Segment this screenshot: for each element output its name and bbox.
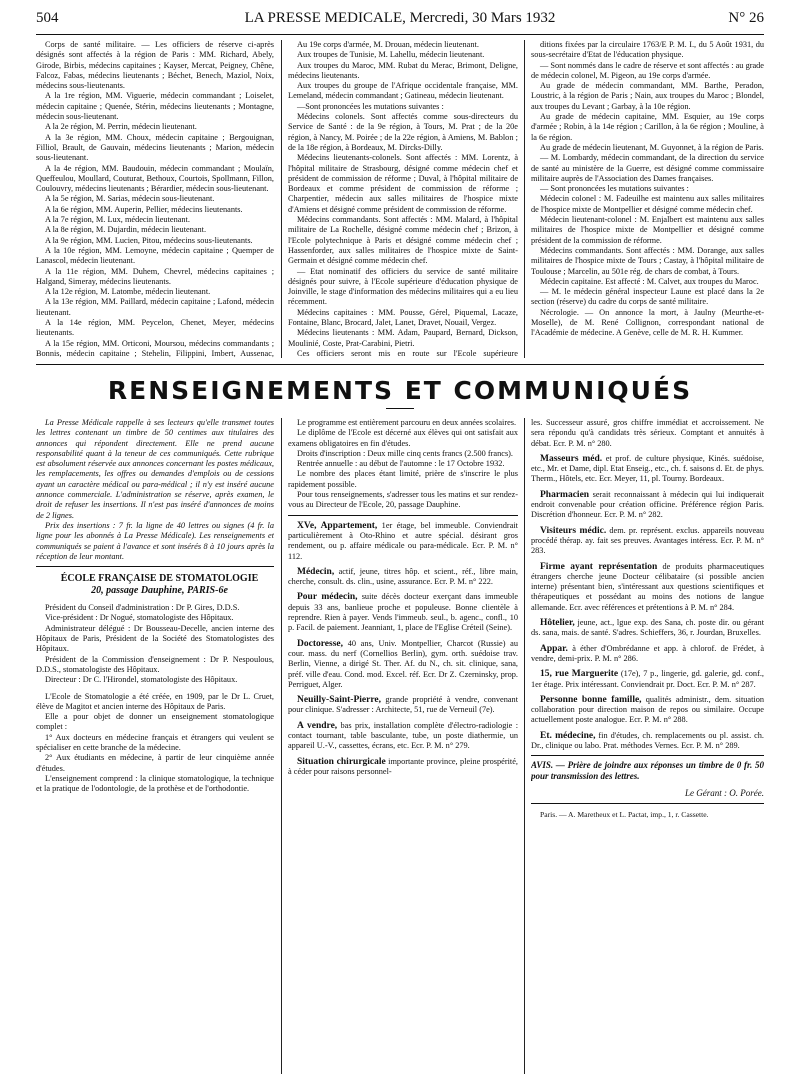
- school-paragraph: Elle a pour objet de donner un enseignement stomatologique complet :: [36, 712, 274, 732]
- staff-entry: Directeur : Dr C. l'Hirondel, stomatologiste des Hôpitaux.: [45, 675, 238, 685]
- school-paragraph: Le nombre des places étant limité, prière de s'inscrire le plus rapidement possible.: [288, 469, 518, 489]
- ad-heading: Firme ayant représentation: [540, 561, 658, 572]
- prices-text: Prix des insertions : 7 fr. la ligne de 40 lettres ou signes (4 fr. la ligne pour les abonnés à La Presse Médicale). Les renseignements et communiqués se paient à l'avance et sont insérés 8 à 10 jours après la réception de leur montant.: [36, 520, 274, 561]
- notice-paragraph: A la 1re région, MM. Viguerie, médecin commandant ; Loiselet, médecin capitaine ; Quenée, Stérin, médecins lieutenants ; Montagne, médecin sous-lieutenant.: [36, 91, 274, 122]
- notice-paragraph: A la 3e région, MM. Choux, médecin capitaine ; Bergouignan, Filliol, Brault, de Gauvain, médecins lieutenants ; Marion, médecin sous-lieutenant.: [36, 132, 274, 163]
- ad-text: bas prix, installation complète d'électro-radiologie : contact tournant, table basculante, tube, un poste diathermie, un appareil U.-V., cassettes, écrans, etc. Ecr. P. M. n° 279.: [288, 720, 518, 751]
- divider: [531, 803, 764, 804]
- ad-heading: Doctoresse,: [297, 638, 343, 649]
- classified-ads-2: [288, 521, 518, 778]
- ad-heading: A vendre,: [297, 720, 338, 731]
- ad-text: 1er étage, bel immeuble. Conviendrait particulièrement à Oto-Rhino et autre spécial. désirant gros rendement, ou p. affaire médicale ou para-médicale. Ecr. P. M. n° 112.: [288, 520, 518, 561]
- ad-text: importante province, pleine prospérité, à céder pour raisons personnel-: [288, 756, 518, 776]
- ad-heading: XVe, Appartement,: [297, 520, 378, 531]
- notice-paragraph: A la 8e région, M. Dujardin, médecin lieutenant.: [45, 225, 207, 235]
- divider: [531, 755, 764, 756]
- ad-heading: Neuilly-Saint-Pierre,: [297, 695, 381, 706]
- title-dash: [386, 408, 414, 409]
- ad-text: actif, jeune, titres hôp. et scient., réf., libre main, cherche, consult. ds. clin., usine, assurance. Ecr. P. M. n° 222.: [288, 566, 518, 587]
- school-paragraph: Le programme est entièrement parcouru en deux années scolaires.: [297, 418, 517, 427]
- staff-entry: Président de la Commission d'enseignement : Dr P. Nespoulous, D.D.S., stomatologiste des Hôpitaux.: [36, 654, 274, 674]
- notice-paragraph: Aux troupes de Tunisie, M. Lahellu, médecin lieutenant.: [297, 50, 485, 60]
- classified-ad: [531, 562, 764, 613]
- notice-paragraph: Ces officiers seront mis en route sur l'Ecole supérieure: [297, 348, 518, 358]
- notice-paragraph: Corps de santé militaire. — Les officiers de réserve ci-après désignés sont affectés à la région de Paris : MM. Richard, Abely, Girode, Birbis, médecins capitaines ; Kayser, Mercat, Peigney, Chêne, Falcoz, Fabas, médecins lieutenants ; Béchet, Benech, Maziol, Noix, médecins sous-lieutenants.: [36, 40, 274, 91]
- classified-ad: [531, 731, 764, 752]
- notice-paragraph: — Sont nommés dans le cadre de réserve et sont affectés : au grade de médecin colonel, M. Pigeon, au 19e corps d'armée.: [531, 60, 764, 80]
- ad-continuation: les. Successeur assuré, gros chiffre immédiat et accroissement. Ne sera répondu qu'à candidats très sérieux. Comptant et annuités à débat. Ecr. P. M. n° 280.: [531, 418, 764, 448]
- classified-ad: [288, 639, 518, 690]
- issue-number: N° 26: [728, 10, 764, 26]
- notice-paragraph: A la 5e région, M. Sarias, médecin sous-lieutenant.: [45, 194, 215, 204]
- notice-paragraph: —Sont prononcées les mutations suivantes :: [297, 101, 444, 111]
- gerant-signature: Le Gérant : O. Porée.: [685, 788, 764, 799]
- notice-paragraph: A la 6e région, MM. Auperin, Pellier, médecins lieutenants.: [45, 204, 243, 214]
- bottom-column-2: [288, 418, 518, 1078]
- staff-entry: Vice-président : Dr Nogué, stomatologiste des Hôpitaux.: [45, 613, 234, 623]
- notice-paragraph: A la 2e région, M. Perrin, médecin lieutenant.: [45, 122, 197, 132]
- notice-paragraph: Médecin colonel : M. Fadeuilhe est maintenu aux salles militaires de l'hospice mixte de Montpellier et désigné comme médecin chef.: [531, 194, 764, 214]
- column-divider: [281, 40, 282, 358]
- ad-text: (17e), 7 p., lingerie, gd. galerie, gd. conf., 1er étage. Prix intéressant. Conviendrait pr. Doct. Ecr. P. M. n° 287.: [531, 669, 764, 689]
- notice-paragraph: — Etat nominatif des officiers du service de santé militaire désignés pour suivre, à l'Ecole supérieure d'éducation physique de Joinville, le stage d'information des médecins militaires qui a eu lieu récemment.: [288, 266, 518, 307]
- school-paragraph: Pour tous renseignements, s'adresser tous les matins et sur rendez-vous au Directeur de l'Ecole, 20, passage Dauphine.: [288, 490, 518, 510]
- notice-paragraph: Médecins capitaines : MM. Pousse, Gérel, Piquemal, Lacaze, Fontaine, Blanc, Brocard, Jalet, Lanet, Dravet, Nouail, Vergez.: [288, 307, 518, 328]
- notice-paragraph: Médecins commandants. Sont affectés : MM. Malard, à l'hôpital militaire de La Rochelle, désigné comme médecin chef ; Brizon, à l'Ecole polytechnique à Paris et désigné comme médecin chef ; Hassenforder, aux salles militaires de l'hospice mixte de Saint-Germain et désigné comme médecin chef.: [288, 215, 518, 266]
- notice-paragraph: Médecins lieutenants : MM. Adam, Paupard, Bernard, Dickson, Moulinié, Coste, Prat-Carabini, Pietri.: [288, 328, 518, 348]
- notice-paragraph: — M. Lombardy, médecin commandant, de la direction du service de santé au ministère de la Guerre, est désigné comme commissaire militaire auprès de l'Association des Dames françaises.: [531, 153, 764, 183]
- notice-paragraph: A la 4e région, MM. Baudouin, médecin commandant ; Moulaïn, Queffeulou, Moullard, Couturat, Bethoux, Courtois, Spollmann, Fillon, Coulouvry, médecins lieutenants ; Bérardier, médecin sous-lieutenant.: [36, 163, 274, 194]
- ad-text: 40 ans, Univ. Montpellier, Charcot (Russie) au cour. mass. du nerf (Cornellios Berlin), gym. orth. suédoise trav. Berlin, Vienne, a dirigé St. Ther. Af. du N., ch. sit. clinique, sana, préf. ville d'eau. Cond. mod. Excel. réf. Ecr. Dr Z. Czerninsky, prop. Perriguet, Alger.: [288, 638, 518, 689]
- notice-paragraph: A la 10e région, MM. Lemoyne, médecin capitaine ; Quemper de Lanascol, médecin lieutenant.: [36, 245, 274, 266]
- school-address: 20, passage Dauphine, PARIS-6e: [91, 585, 228, 597]
- school-paragraph: Droits d'inscription : Deux mille cinq cents francs (2.500 francs).: [297, 448, 514, 458]
- divider: [36, 566, 274, 567]
- notice-paragraph: Nécrologie. — On annonce la mort, à Jaulny (Meurthe-et-Moselle), de M. René Collignon, correspondant national de l'Académie de médecine. A Genève, celle de M. R. H. Kummer.: [531, 307, 764, 338]
- staff-entry: Président du Conseil d'administration : Dr P. Gires, D.D.S.: [45, 603, 240, 613]
- journal-title: LA PRESSE MEDICALE, Mercredi, 30 Mars 1932: [244, 10, 556, 26]
- header-rule: [36, 34, 764, 35]
- ad-heading: Visiteurs médic.: [540, 525, 607, 536]
- ad-heading: Appar.: [540, 643, 568, 654]
- bottom-column-3: [531, 418, 764, 1078]
- ad-heading: Hôtelier,: [540, 618, 575, 629]
- top-column-2: [288, 40, 518, 360]
- ad-heading: Personne bonne famille,: [540, 694, 642, 705]
- school-continuation: [288, 418, 518, 511]
- notice-paragraph: Aux troupes du groupe de l'Afrique occidentale française, MM. Lemeland, médecin commandant ; Gatineau, médecin lieutenant.: [288, 81, 518, 101]
- classified-ad: [288, 592, 518, 633]
- notice-paragraph: — Sont prononcées les mutations suivantes :: [540, 184, 689, 194]
- ad-text: qualités administr., dem. situation collaboration pour direction maison de repos ou similaire. Occupe actuellement poste analogue. Ecr. P. M. n° 288.: [531, 694, 764, 725]
- ad-text: serait reconnaissant à médecin qui lui indiquerait endroit convenable pour création officine. Préférence région Paris. Discrétion d'honneur. Ecr. P. M. n° 282.: [531, 489, 764, 520]
- school-paragraph: 2° Aux étudiants en médecine, à partir de leur cinquième année d'études.: [36, 753, 274, 773]
- section-rule-top: [36, 364, 764, 365]
- notice-paragraph: Au grade de médecin capitaine, MM. Esquier, au 19e corps d'armée ; Robin, à la 14e région ; Carillon, à la 6e région ; Mouline, à la 6e région.: [531, 112, 764, 142]
- ad-text: suite décès docteur exerçant dans immeuble depuis 33 ans, banlieue proche et populeuse. Bonne clientèle à reprendre. Rien à payer. Vends l'immeub. seul., b. agenc., confl., 10 p. Facil. de paiement. Jeanniant, 1, place de l'Eglise Créteil (Seine).: [288, 592, 518, 633]
- notice-paragraph: Médecin lieutenant-colonel : M. Enjalbert est maintenu aux salles militaires de l'hospice mixte de Montpellier et désigné comme président de la commission de réforme.: [531, 215, 764, 245]
- classified-ads-3: [531, 454, 764, 751]
- classified-ad: [288, 757, 518, 778]
- notice-paragraph: A la 7e région, M. Lux, médecin lieutenant.: [45, 215, 190, 225]
- classified-ad: [288, 521, 518, 562]
- school-paragraph: Le diplôme de l'Ecole est décerné aux élèves qui ont satisfait aux examens obligatoires en fin d'études.: [288, 428, 518, 448]
- notice-paragraph: A la 13e région, MM. Paillard, médecin capitaine ; Lafond, médecin lieutenant.: [36, 297, 274, 317]
- ad-text: jeune, act., lgue exp. des Sana, ch. poste dir. ou gérant ds. sana, mais. de santé. S'adres. Schieffers, 36, r. Jourdan, Bruxelles.: [531, 618, 764, 638]
- ad-text: à éther d'Ombrédanne et app. à chlorof. de Frédet, à vendre, demi-prix. P. M. n° 286.: [531, 643, 764, 663]
- ad-heading: Masseurs méd.: [540, 453, 603, 464]
- ad-heading: Pharmacien: [540, 489, 590, 500]
- school-title: ÉCOLE FRANÇAISE DE STOMATOLOGIE: [60, 573, 259, 585]
- ad-text: fin d'études, ch. remplacements ou pl. assist. ch. Dr., clinique ou labo. Prat. méthodes Vernes. Ecr. P. M. n° 289.: [531, 730, 764, 751]
- ad-text: et prof. de culture physique, Kinés. suédoise, etc., Mr. et Dame, dipl. Etat Enseig., etc., ch. f. saisons d. Et. de phys. Therm., Hôtels, etc. Ecr. Meyer, 11, pl. Tourny. Bordeaux.: [531, 453, 764, 484]
- notice-paragraph: Médecins colonels. Sont affectés comme sous-directeurs du Service de Santé : de la 9e région, à Tours, M. Prat ; de la 20e région, à Nancy, M. Poirée ; de la 22e région, à Amiens, M. Bablon ; de la 18e région, à Bordeaux, M. Dircks-Dilly.: [288, 112, 518, 152]
- column-divider: [281, 418, 282, 1074]
- ad-heading: Situation chirurgicale: [297, 756, 386, 767]
- column-divider: [524, 40, 525, 358]
- school-paragraph: L'Ecole de Stomatologie a été créée, en 1909, par le Dr L. Cruet, élève de Magitot et ancien interne des Hôpitaux de Paris.: [36, 691, 274, 711]
- avis-notice: AVIS. — Prière de joindre aux réponses un timbre de 0 fr. 50 pour transmission des lettres.: [531, 760, 764, 782]
- notice-paragraph: Aux troupes du Maroc, MM. Rubat du Merac, Brimont, Deligne, médecins lieutenants.: [288, 60, 518, 80]
- classified-ad: [531, 644, 764, 665]
- notice-text: La Presse Médicale rappelle à ses lecteurs qu'elle transmet toutes les lettres contenant un timbre de 50 centimes aux titulaires des annonces qui répondent directement. Elle ne prend aucune responsabilité quant à la teneur de ces communiqués. Cette rubrique est absolument réservée aux annonces concernant les postes médicaux, les remplacements, les offres ou demandes d'emplois ou de cessions ayant un caractère médical ou para-médical ; il n'y est inséré aucune annonce commerciale. L'administration se réserve, après examen, le droit de refuser les insertions. Il n'est pas inséré d'annonces de moins de 2 lignes.: [36, 418, 274, 520]
- ad-heading: Pour médecin,: [297, 592, 358, 603]
- notice-paragraph: Médecins commandants. Sont affectés : MM. Dorange, aux salles militaires de l'hospice mixte de Tours ; Castay, à l'hôpital militaire de Toulouse ; Marcelin, au 501e rég. de chars de combat, à Tours.: [531, 245, 764, 276]
- notice-paragraph: A la 14e région, MM. Peycelon, Chenet, Meyer, médecins lieutenants.: [36, 318, 274, 338]
- page-header: [36, 10, 764, 36]
- notice-paragraph: Médecin capitaine. Est affecté : M. Calvet, aux troupes du Maroc.: [540, 276, 759, 286]
- school-staff: [36, 603, 274, 685]
- notice-paragraph: A la 11e région, MM. Duhem, Chevrel, médecins capitaines ; Halgand, Simeray, médecins lieutenants.: [36, 266, 274, 286]
- divider: [288, 515, 518, 516]
- notice-paragraph: A la 9e région, MM. Lucien, Pitou, médecins sous-lieutenants.: [45, 235, 253, 245]
- page-number: 504: [36, 10, 59, 26]
- notice-paragraph: ditions fixées par la circulaire 1763/E P. M. I., du 5 Août 1931, du sous-secrétaire d'Etat de l'éducation physique.: [531, 40, 764, 60]
- ad-heading: 15, rue Marguerite: [540, 669, 619, 680]
- classified-ad: [288, 567, 518, 588]
- section-title: RENSEIGNEMENTS ET COMMUNIQUÉS: [107, 376, 693, 405]
- notice-paragraph: — M. le médecin général inspecteur Laune est placé dans la 2e section (réserve) du cadre du corps de santé militaire.: [531, 287, 764, 307]
- school-paragraph: L'enseignement comprend : la clinique stomatologique, la technique et la pratique de l'odontologie, de la prothèse et de l'orthodontie.: [36, 773, 274, 794]
- notice-paragraph: A la 12e région, M. Latombe, médecin lieutenant.: [45, 287, 211, 297]
- staff-entry: Administrateur délégué : Dr Bousseau-Decelle, ancien interne des Hôpitaux de Paris, Président de la Société des Stomatologistes des Hôpitaux.: [36, 623, 274, 654]
- classified-ad: [531, 526, 764, 557]
- notice-paragraph: Au grade de médecin commandant, MM. Barthe, Peradon, Loustric, à la région de Paris ; Nain, aux troupes du Maroc ; Blondel, aux troupes du Levant ; Garbay, à la 10e région.: [531, 81, 764, 111]
- ad-heading: Médecin,: [297, 566, 335, 577]
- notice-paragraph: Au grade de médecin lieutenant, M. Guyonnet, à la région de Paris.: [540, 142, 764, 152]
- classified-ad: [288, 721, 518, 752]
- column-divider: [524, 418, 525, 1074]
- school-body: [36, 692, 274, 795]
- classified-ad: [531, 695, 764, 726]
- classified-ad: [531, 490, 764, 521]
- notice-paragraph: Au 19e corps d'armée, M. Drouan, médecin lieutenant.: [297, 40, 479, 49]
- notice-paragraph: Médecins lieutenants-colonels. Sont affectés : MM. Lorentz, à l'hôpital militaire de Strasbourg, désigné comme médecin chef et président de commission de réforme ; Duval, à l'hôpital militaire de Bordeaux et comme président de commission de réforme ; Charpentier, médecin aux salles militaires de l'hospice mixte d'Amiens et désigné comme président de commission de réforme.: [288, 153, 518, 214]
- ad-text: de produits pharmaceutiques étrangers cherche jeune Docteur célibataire (si possible ancien interne) présentant bien, s'intéressant aux questions scientifiques et thérapeutiques et possédant au moins des notions de langue allemande. Ecr. avec références et prétentions à P. M. n° 284.: [531, 561, 764, 612]
- classified-ad: [288, 695, 518, 716]
- top-column-1: [36, 40, 274, 360]
- classified-ad: [531, 669, 764, 690]
- ad-text: grande propriété à vendre, convenant pour clinique. S'adresser : Architecte, 51, rue de Verneuil (7e).: [288, 695, 518, 715]
- school-paragraph: 1° Aux docteurs en médecine français et étrangers qui veulent se spécialiser en cette branche de la médecine.: [36, 732, 274, 753]
- printer-line: Paris. — A. Maretheux et L. Pactat, imp., 1, r. Cassette.: [540, 809, 709, 819]
- top-column-3: [531, 40, 764, 360]
- classified-ad: [531, 618, 764, 639]
- ad-heading: Et. médecine,: [540, 730, 596, 741]
- bottom-column-1: [36, 418, 274, 1078]
- classified-ad: [531, 454, 764, 485]
- ad-text: dem. pr. représent. exclus. appareils nouveau procédé thérap. ay. fait ses preuves. Avantages intéress. Ecr. P. M. n° 283.: [531, 525, 764, 556]
- notice-paragraph: A la 15e région, MM. Orticoni, Moursou, médecins commandants ; Bonnis, médecin capitaine ; Stehelin, Filippini, Imbert, Aussenac,: [36, 338, 274, 358]
- school-paragraph: Rentrée annuelle : au début de l'automne : le 17 Octobre 1932.: [297, 459, 505, 469]
